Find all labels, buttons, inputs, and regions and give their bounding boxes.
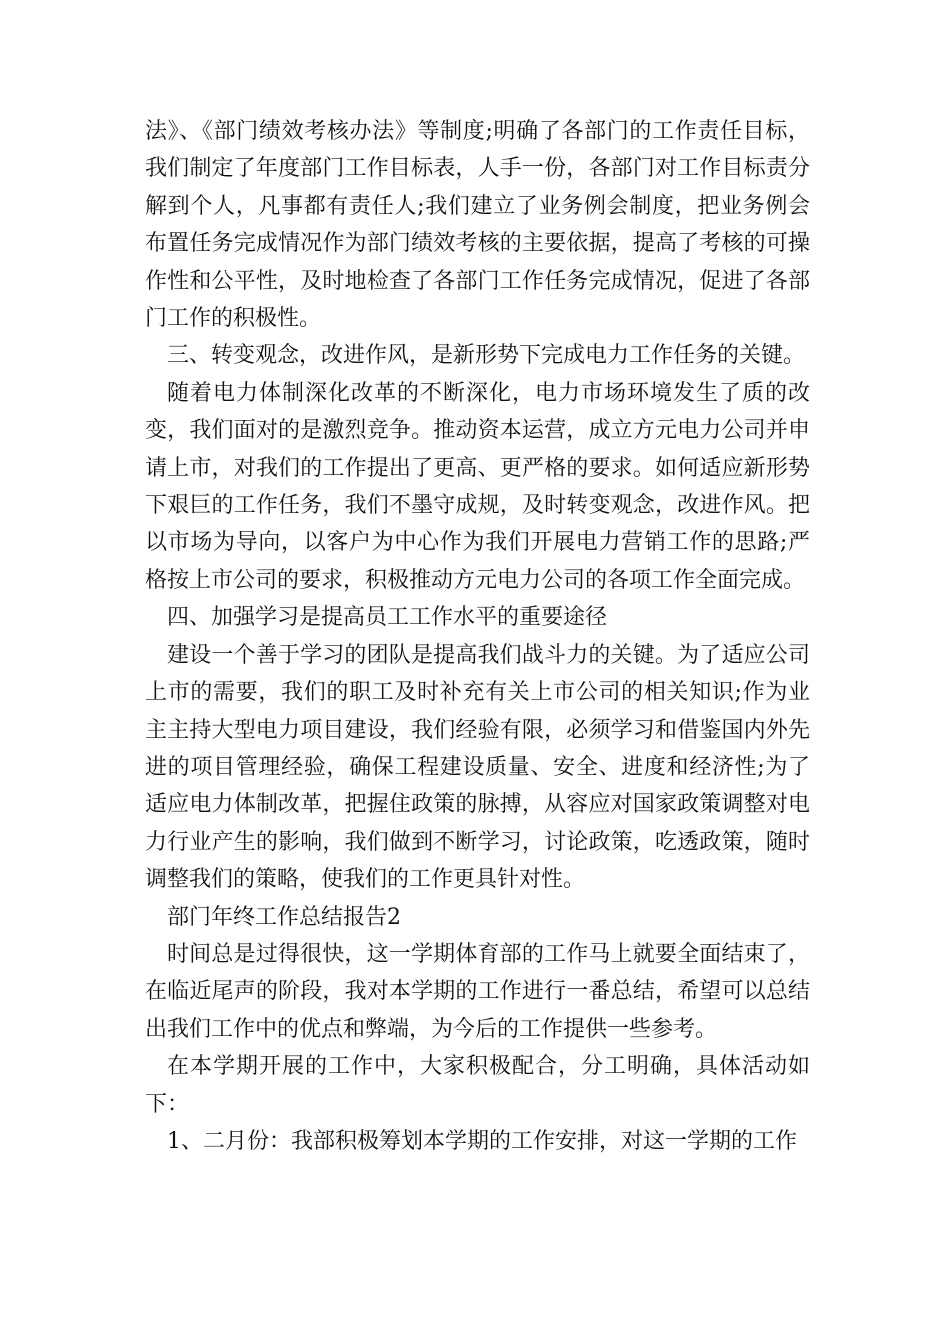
- report-title: 部门年终工作总结报告2: [167, 904, 401, 930]
- section-heading-4: 四、加强学习是提高员工工作水平的重要途径: [167, 605, 608, 631]
- paragraph: 时间总是过得很快，这一学期体育部的工作马上就要全面结束了，在临近尾声的阶段，我对本学期的工作进行一番总结，希望可以总结出我们工作中的优点和弊端，为今后的工作提供一些参考。: [145, 941, 810, 1042]
- document-body: [145, 113, 810, 1160]
- list-item: 1、二月份：我部积极筹划本学期的工作安排，对这一学期的工作: [167, 1128, 797, 1154]
- paragraph: 建设一个善于学习的团队是提高我们战斗力的关键。为了适应公司上市的需要，我们的职工及时补充有关上市公司的相关知识;作为业主主持大型电力项目建设，我们经验有限，必须学习和借鉴国内外先进的项目管理经验，确保工程建设质量、安全、进度和经济性;为了适应电力体制改革，把握住政策的脉搏，从容应对国家政策调整对电力行业产生的影响，我们做到不断学习，讨论政策，吃透政策，随时调整我们的策略，使我们的工作更具针对性。: [145, 642, 810, 893]
- paragraph-continued: 法》、《部门绩效考核办法》等制度;明确了各部门的工作责任目标，我们制定了年度部门工作目标表，人手一份，各部门对工作目标责分解到个人，凡事都有责任人;我们建立了业务例会制度，把业务例会布置任务完成情况作为部门绩效考核的主要依据，提高了考核的可操作性和公平性，及时地检查了各部门工作任务完成情况，促进了各部门工作的积极性。: [145, 119, 810, 332]
- section-heading-3: 三、转变观念，改进作风，是新形势下完成电力工作任务的关键。: [167, 343, 806, 369]
- paragraph: 在本学期开展的工作中，大家积极配合，分工明确，具体活动如下：: [145, 1054, 810, 1117]
- paragraph: 随着电力体制深化改革的不断深化，电力市场环境发生了质的改变，我们面对的是激烈竞争。推动资本运营，成立方元电力公司并申请上市，对我们的工作提出了更高、更严格的要求。如何适应新形势下艰巨的工作任务，我们不墨守成规，及时转变观念，改进作风。把以市场为导向，以客户为中心作为我们开展电力营销工作的思路;严格按上市公司的要求，积极推动方元电力公司的各项工作全面完成。: [145, 380, 810, 593]
